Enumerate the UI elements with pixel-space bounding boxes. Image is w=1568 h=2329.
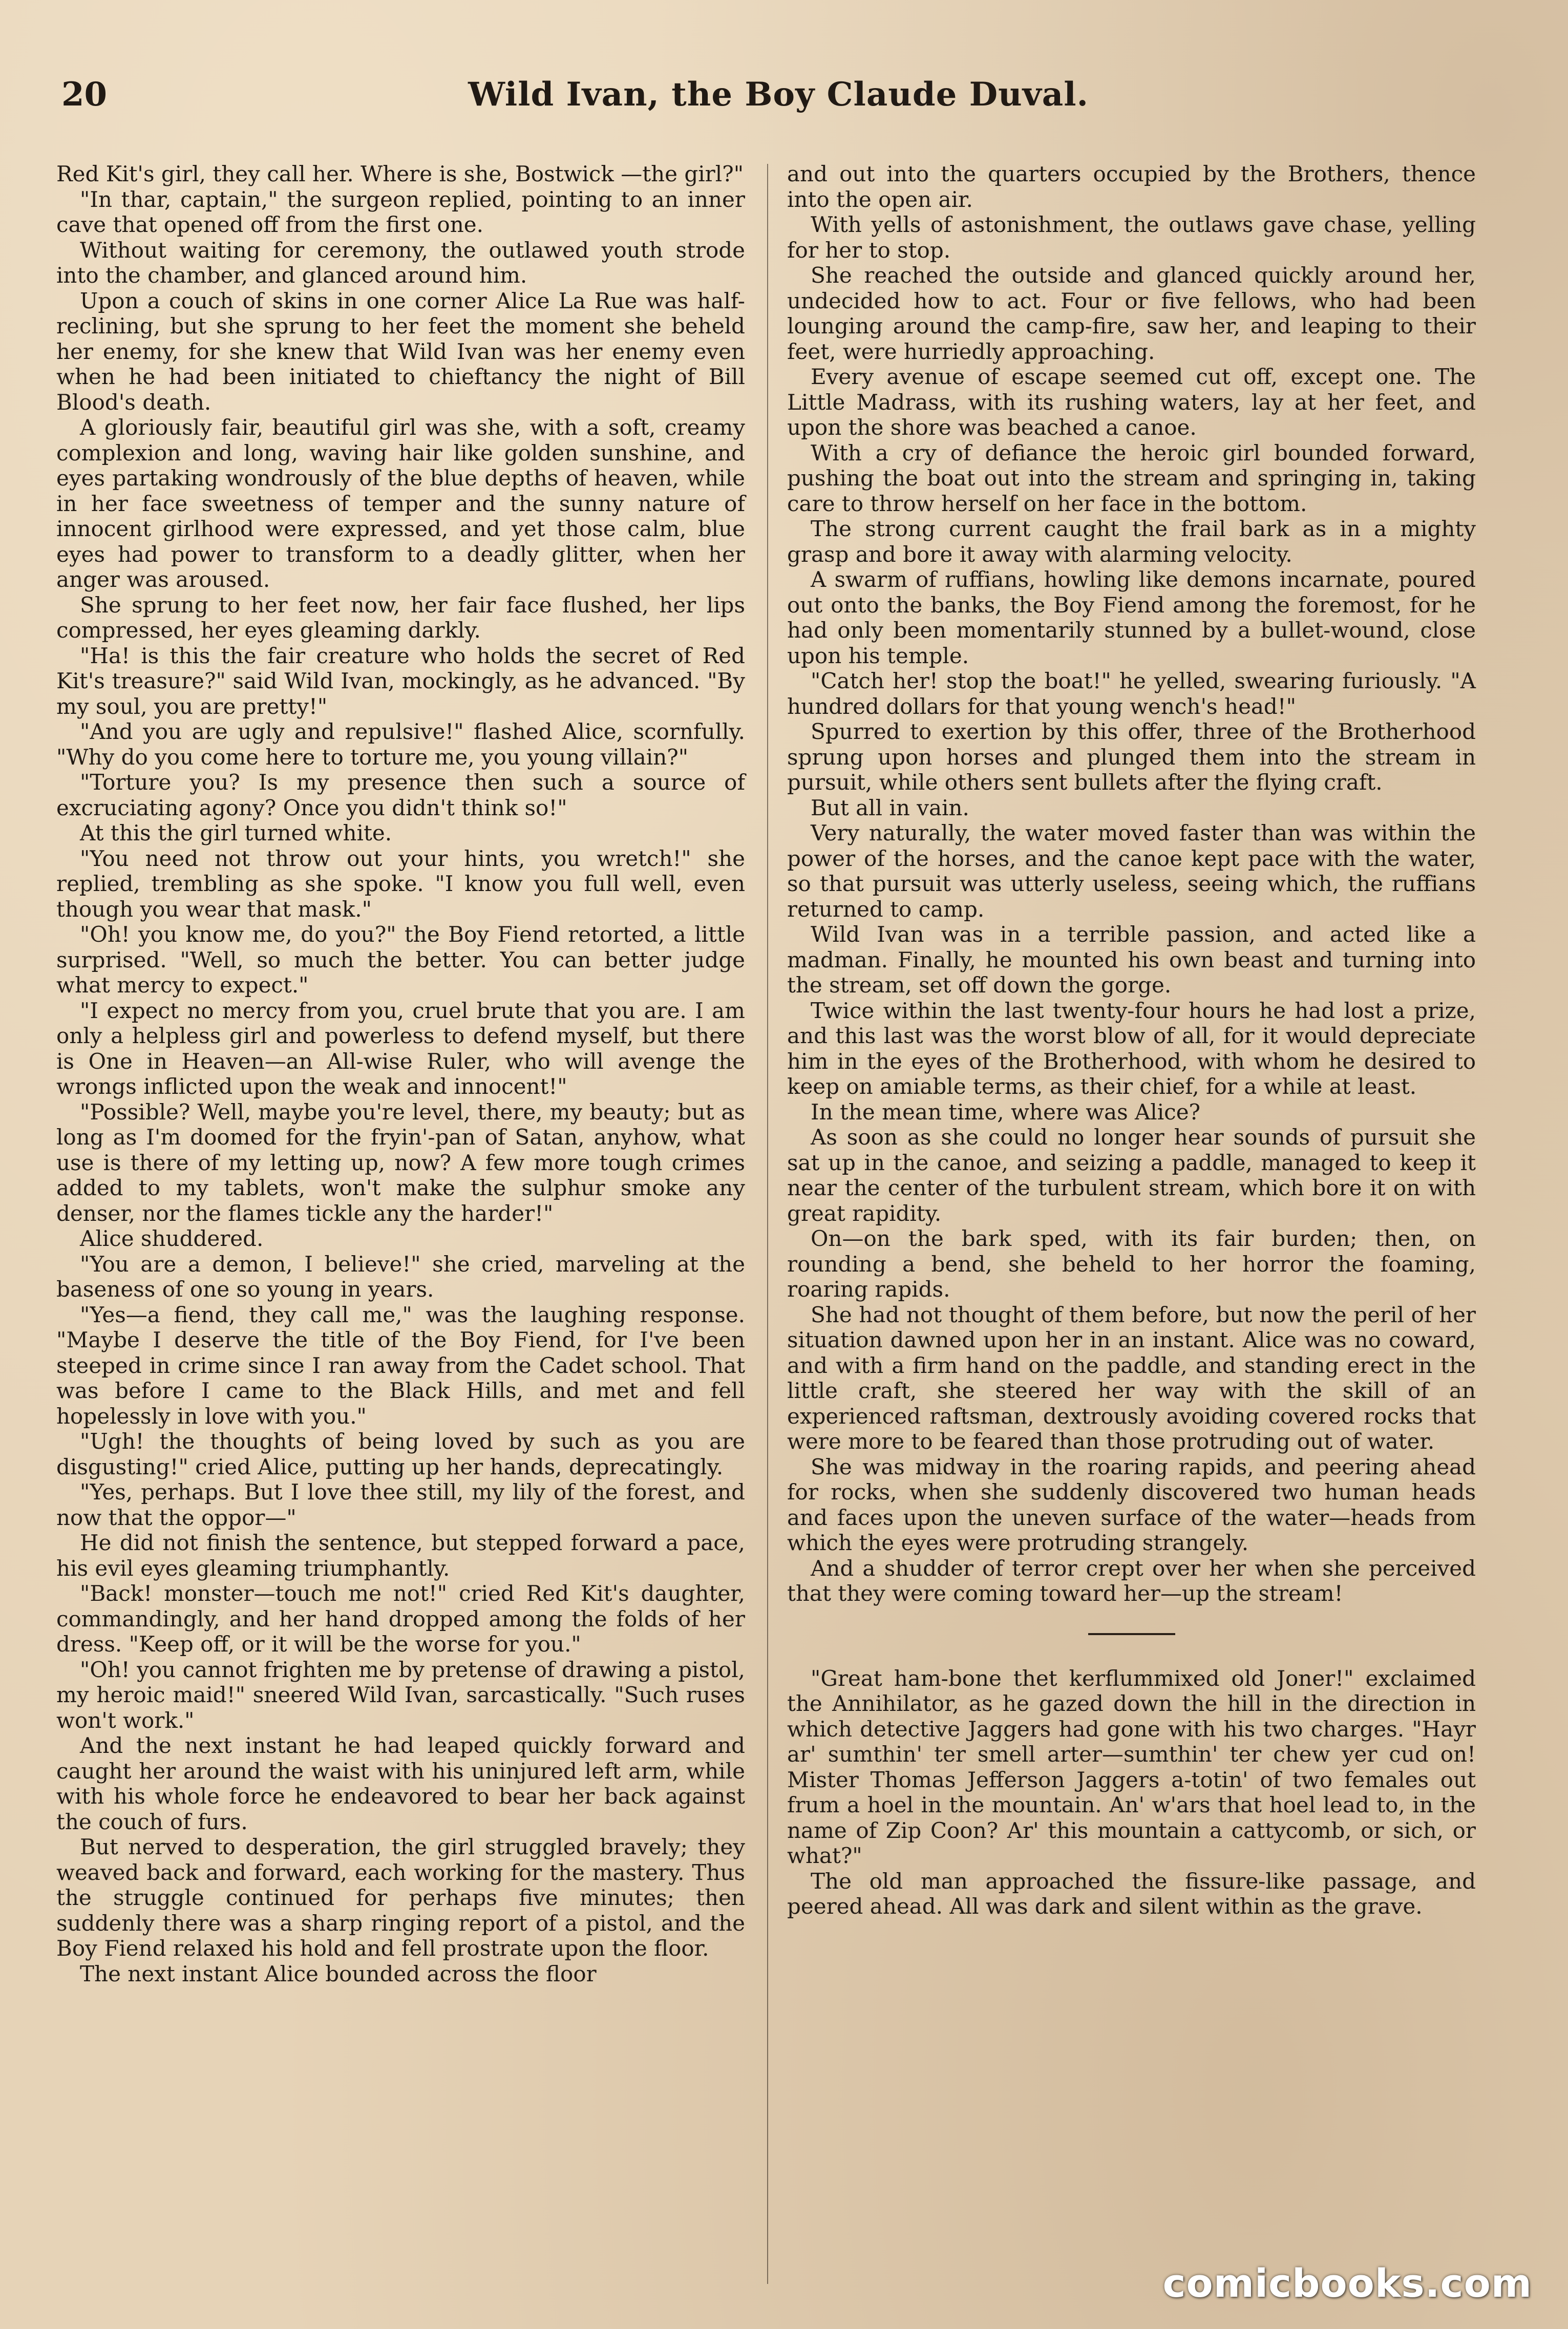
paragraph: Wild Ivan was in a terrible passion, and acted like a madman. Finally, he mounted his own beast and turning into the stream, set off down the gorge. — [787, 922, 1476, 998]
paragraph: Alice shuddered. — [80, 1226, 264, 1251]
paragraph: "Back! monster—touch me not!" cried Red Kit's daughter, commandingly, and her hand dropped among the folds of her dress. "Keep off, or it will be the worse for you." — [56, 1581, 745, 1657]
paragraph: And the next instant he had leaped quickly forward and caught her around the waist with his uninjured left arm, while with his whole force he endeavored to bear her back against the couch of furs. — [56, 1733, 745, 1834]
paragraph: "And you are ugly and repulsive!" flashed Alice, scornfully. "Why do you come here to torture me, you young villain?" — [56, 719, 745, 770]
paragraph: She was midway in the roaring rapids, and peering ahead for rocks, when she suddenly discovered two human heads and faces upon the uneven surface of the water—heads from which the eyes were protruding strangely. — [787, 1454, 1476, 1555]
paragraph: "Yes, perhaps. But I love thee still, my lily of the forest, and now that the oppor—" — [56, 1479, 745, 1530]
right-column-story-part — [787, 161, 1476, 1606]
paragraph: On—on the bark sped, with its fair burden; then, on rounding a bend, she beheld to her horror the foaming, roaring rapids. — [787, 1226, 1476, 1302]
paragraph: Upon a couch of skins in one corner Alice La Rue was half-reclining, but she sprung to her feet the moment she beheld her enemy, for she knew that Wild Ivan was her enemy even when he had been initiated to chieftancy the night of Bill Blood's death. — [56, 288, 745, 415]
left-text-column — [56, 161, 745, 1986]
paragraph: "In thar, captain," the surgeon replied, pointing to an inner cave that opened off from the first one. — [56, 186, 745, 237]
paragraph: The strong current caught the frail bark as in a mighty grasp and bore it away with alarming velocity. — [787, 516, 1476, 567]
page-number: 20 — [61, 75, 108, 114]
paragraph: With yells of astonishment, the outlaws gave chase, yelling for her to stop. — [787, 212, 1476, 263]
paragraph: Spurred to exertion by this offer, three of the Brotherhood sprung upon horses and plunged them into the stream in pursuit, while others sent bullets after the flying craft. — [787, 719, 1476, 795]
paragraph: The next instant Alice bounded across the floor — [80, 1961, 597, 1986]
right-text-column — [787, 161, 1476, 1919]
paragraph: The old man approached the fissure-like passage, and peered ahead. All was dark and silent within as the grave. — [787, 1868, 1476, 1919]
paragraph: "Yes—a fiend, they call me," was the laughing response. "Maybe I deserve the title of the Boy Fiend, for I've been steeped in crime since I ran away from the Cadet school. That was before I came to the Black Hills, and met and fell hopelessly in love with you." — [56, 1302, 745, 1429]
paragraph: Every avenue of escape seemed cut off, except one. The Little Madrass, with its rushing waters, lay at her feet, and upon the shore was beached a canoe. — [787, 364, 1476, 440]
paragraph: At this the girl turned white. — [80, 820, 392, 845]
paragraph: "Oh! you cannot frighten me by pretense of drawing a pistol, my heroic maid!" sneered Wild Ivan, sarcastically. "Such ruses won't work." — [56, 1657, 745, 1733]
paragraph: "You are a demon, I believe!" she cried, marveling at the baseness of one so young in years. — [56, 1251, 745, 1302]
right-column-new-section — [787, 1666, 1476, 1919]
paragraph: A swarm of ruffians, howling like demons incarnate, poured out onto the banks, the Boy Fiend among the foremost, for he had only been momentarily stunned by a bullet-wound, close upon his temple. — [787, 567, 1476, 668]
paragraph: and out into the quarters occupied by the Brothers, thence into the open air. — [787, 161, 1476, 212]
paragraph: And a shudder of terror crept over her when she perceived that they were coming toward her—up the stream! — [787, 1555, 1476, 1606]
paragraph: But nerved to desperation, the girl struggled bravely; they weaved back and forward, each working for the mastery. Thus the struggle continued for perhaps five minutes; then suddenly there was a sharp ringing report of a pistol, and the Boy Fiend relaxed his hold and fell prostrate upon the floor. — [56, 1834, 745, 1961]
paragraph: Very naturally, the water moved faster than was within the power of the horses, and the canoe kept pace with the water, so that pursuit was utterly useless, seeing which, the ruffians returned to camp. — [787, 820, 1476, 922]
paragraph: He did not finish the sentence, but stepped forward a pace, his evil eyes gleaming triumphantly. — [56, 1530, 745, 1581]
paragraph: Red Kit's girl, they call her. Where is she, Bostwick —the girl?" — [56, 161, 744, 186]
paragraph: "Possible? Well, maybe you're level, there, my beauty; but as long as I'm doomed for the fryin'-pan of Satan, anyhow, what use is there of my letting up, now? A few more tough crimes added to my tablets, won't make the sulphur smoke any denser, nor the flames tickle any the harder!" — [56, 1099, 745, 1226]
paragraph: But all in vain. — [811, 795, 969, 820]
section-break-rule — [1088, 1633, 1175, 1635]
paragraph: "Great ham-bone thet kerflummixed old Joner!" exclaimed the Annihilator, as he gazed down the hill in the direction in which detective Jaggers had gone with his two charges. "Hayr ar' sumthin' ter smell arter—sumthin' ter chew yer cud on! Mister Thomas Jefferson Jaggers a-totin' of two females out frum a hoel in the mountain. An' w'ars that hoel lead to, in the name of Zip Coon? Ar' this mountain a cattycomb, or sich, or what?" — [787, 1665, 1476, 1868]
paragraph: She had not thought of them before, but now the peril of her situation dawned upon her in an instant. Alice was no coward, and with a firm hand on the paddle, and standing erect in the little craft, she steered her way with the skill of an experienced raftsman, dextrously avoiding covered rocks that were more to be feared than those protruding out of water. — [787, 1302, 1476, 1454]
paragraph: A gloriously fair, beautiful girl was she, with a soft, creamy complexion and long, waving hair like golden sunshine, and eyes partaking wondrously of the blue depths of heaven, while in her face sweetness of temper and the sunny nature of innocent girlhood were expressed, and yet those calm, blue eyes had power to transform to a deadly glitter, when her anger was aroused. — [56, 415, 745, 592]
paragraph: Twice within the last twenty-four hours he had lost a prize, and this last was the worst blow of all, for it would depreciate him in the eyes of the Brotherhood, with whom he desired to keep on amiable terms, as their chief, for a while at least. — [787, 998, 1476, 1099]
paragraph: "I expect no mercy from you, cruel brute that you are. I am only a helpless girl and powerless to defend myself, but there is One in Heaven—an All-wise Ruler, who will avenge the wrongs inflicted upon the weak and innocent!" — [56, 998, 745, 1099]
paragraph: "Torture you? Is my presence then such a source of excruciating agony? Once you didn't think so!" — [56, 770, 745, 820]
paragraph: "You need not throw out your hints, you wretch!" she replied, trembling as she spoke. "I know you full well, even though you wear that mask." — [56, 845, 745, 922]
page-header — [61, 64, 1526, 125]
paragraph: "Ugh! the thoughts of being loved by such as you are disgusting!" cried Alice, putting up her hands, deprecatingly. — [56, 1429, 745, 1479]
paragraph: She sprung to her feet now, her fair face flushed, her lips compressed, her eyes gleaming darkly. — [56, 592, 745, 643]
paragraph: In the mean time, where was Alice? — [811, 1099, 1201, 1125]
paragraph: "Ha! is this the fair creature who holds the secret of Red Kit's treasure?" said Wild Ivan, mockingly, as he advanced. "By my soul, you are pretty!" — [56, 643, 745, 719]
running-title: Wild Ivan, the Boy Claude Duval. — [468, 75, 1089, 114]
paragraph: "Catch her! stop the boat!" he yelled, swearing furiously. "A hundred dollars for that young wench's head!" — [787, 668, 1476, 719]
paragraph: With a cry of defiance the heroic girl bounded forward, pushing the boat out into the stream and springing in, taking care to throw herself on her face in the bottom. — [787, 440, 1476, 516]
paragraph: As soon as she could no longer hear sounds of pursuit she sat up in the canoe, and seizing a paddle, managed to keep it near the center of the turbulent stream, which bore it on with great rapidity. — [787, 1125, 1476, 1226]
watermark: comicbooks.com — [1162, 2260, 1532, 2306]
paragraph: She reached the outside and glanced quickly around her, undecided how to act. Four or five fellows, who had been lounging around the camp-fire, saw her, and leaping to their feet, were hurriedly approaching. — [787, 263, 1476, 364]
column-divider — [767, 164, 768, 2284]
paragraph: Without waiting for ceremony, the outlawed youth strode into the chamber, and glanced around him. — [56, 237, 745, 288]
paragraph: "Oh! you know me, do you?" the Boy Fiend retorted, a little surprised. "Well, so much the better. You can better judge what mercy to expect." — [56, 922, 745, 998]
